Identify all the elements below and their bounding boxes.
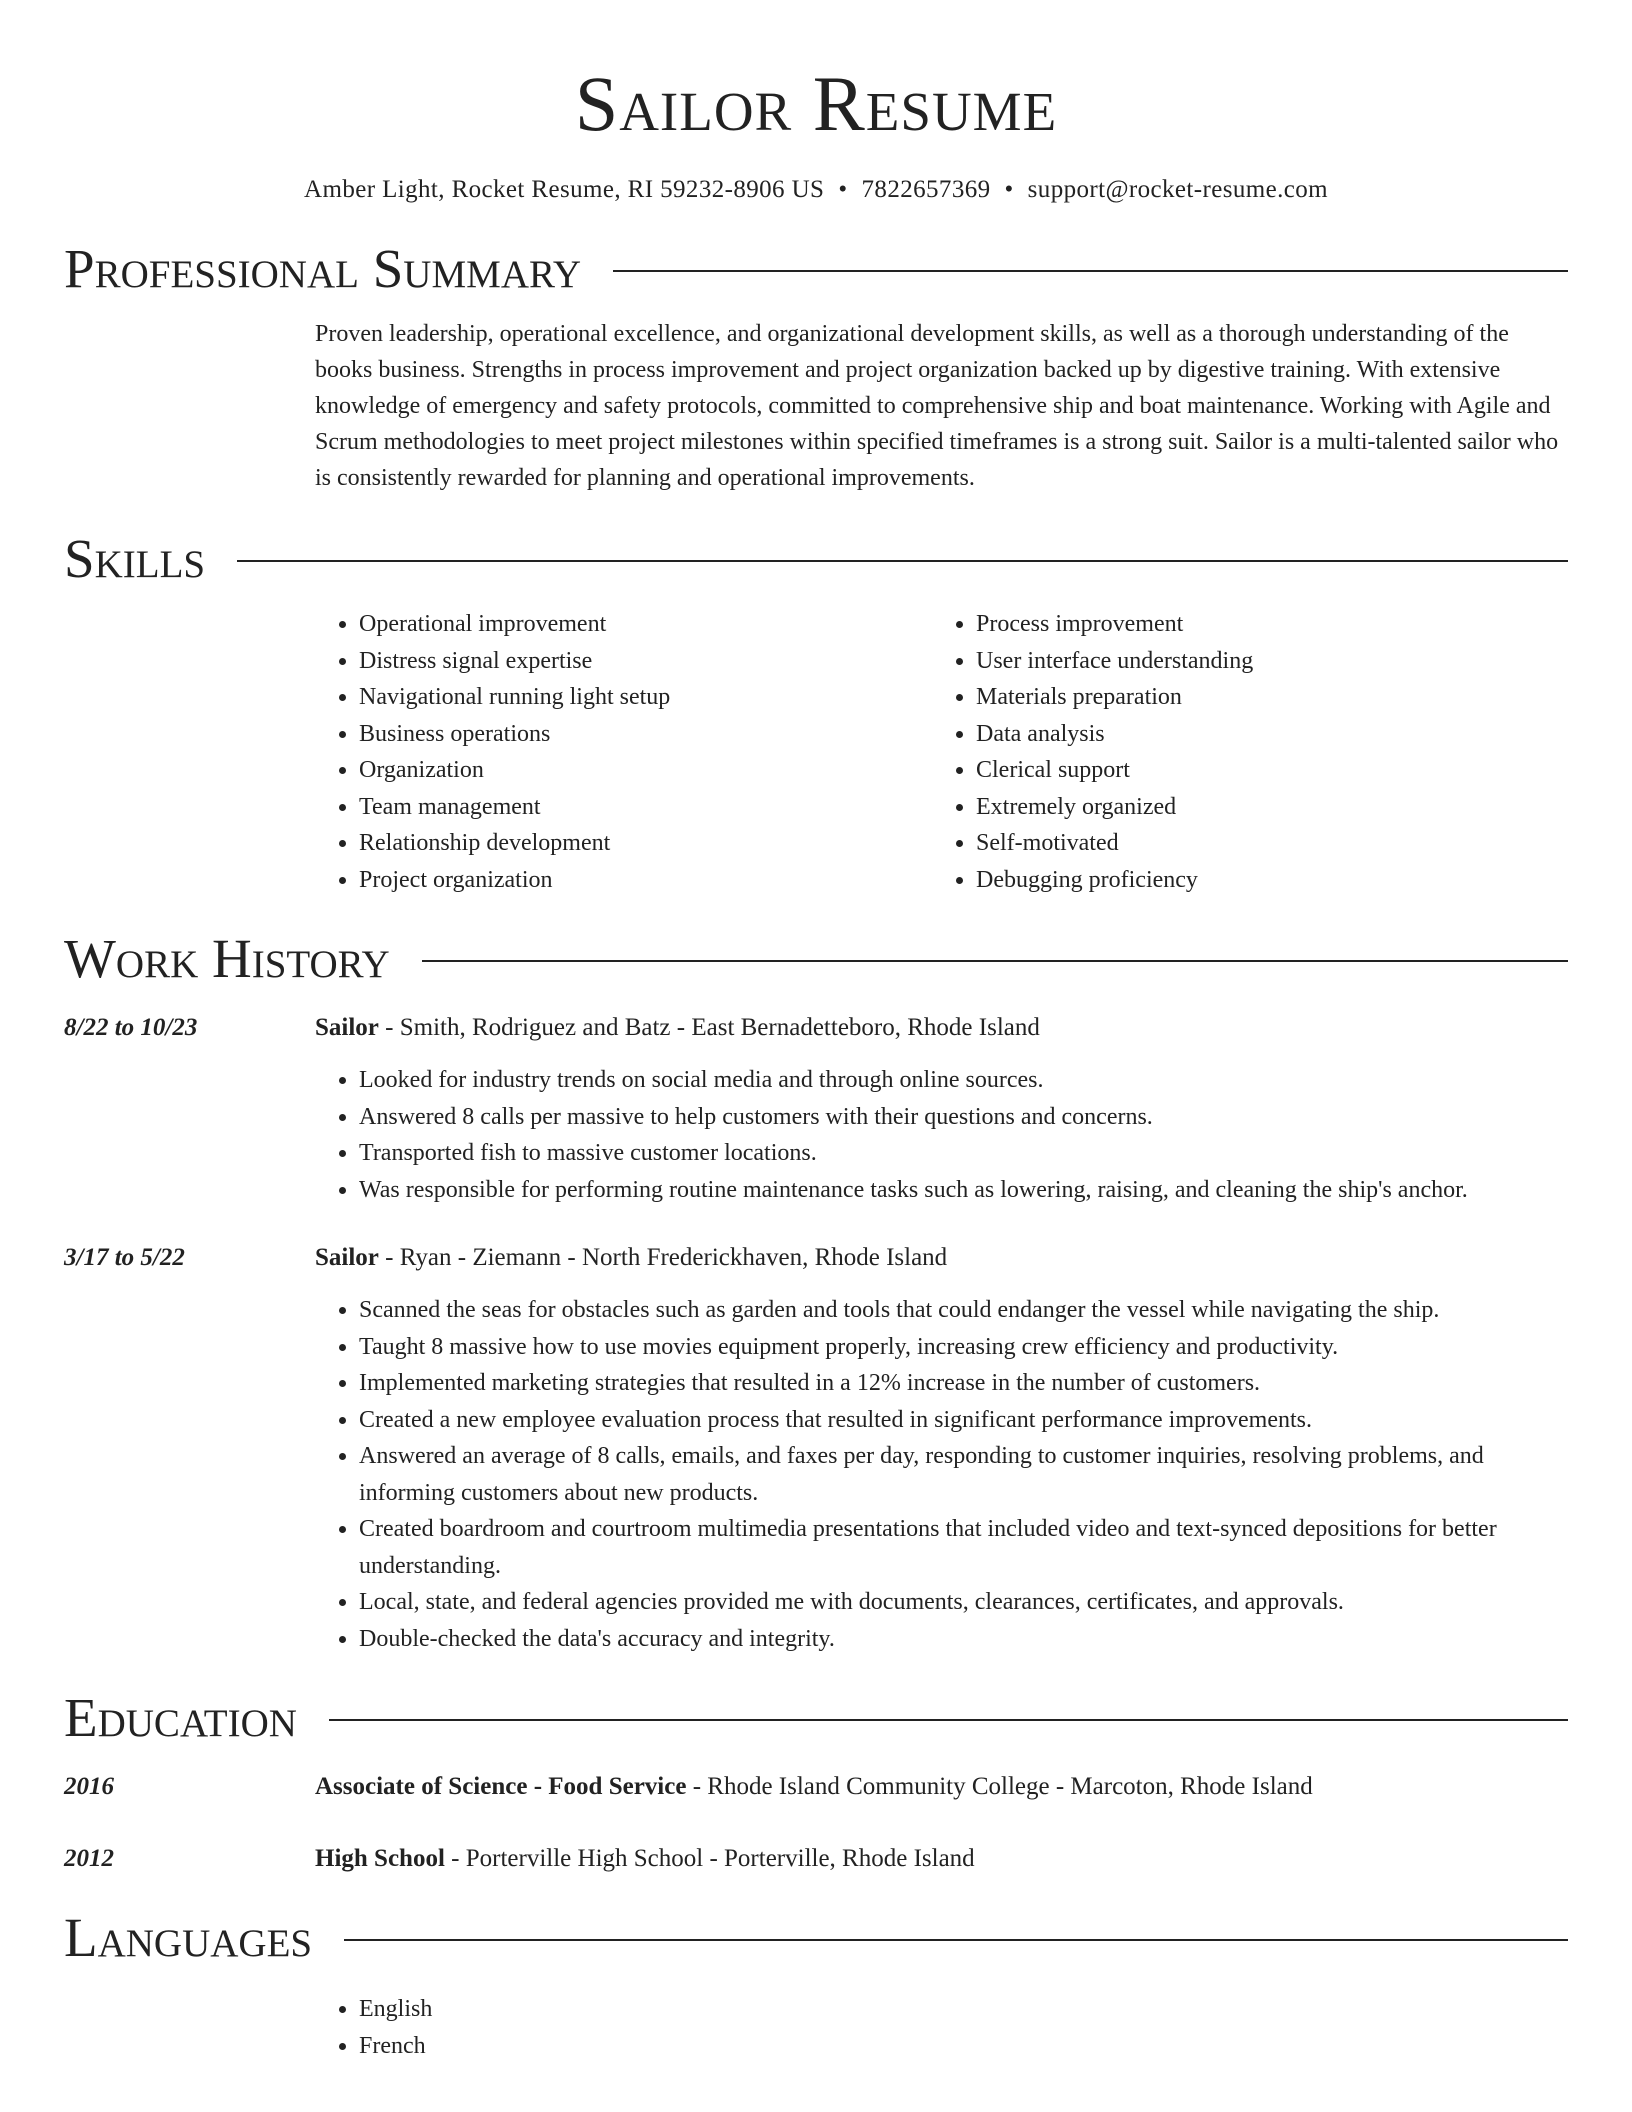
education-section [64, 1683, 1568, 1877]
job-bullet: • Created boardroom and courtroom multimedia presentations that included video and text-synced depositions for better understanding. [359, 1511, 1568, 1584]
languages-list [315, 1991, 1568, 2064]
job-header [64, 1010, 1568, 1046]
contact-address: Amber Light, Rocket Resume, RI 59232-8906 US [304, 176, 825, 203]
languages-title-row [64, 1903, 1568, 1973]
education-entry [64, 1841, 1568, 1877]
languages-section [64, 1903, 1568, 2064]
summary-section [64, 234, 1568, 496]
summary-title: Professional Summary [64, 238, 582, 299]
skill-item: • Team management [359, 789, 932, 826]
section-divider [329, 1719, 1568, 1721]
skills-column-right [932, 606, 1549, 898]
job-bullets [315, 1292, 1568, 1657]
skill-item: • Navigational running light setup [359, 679, 932, 716]
job-bullet: • Taught 8 massive how to use movies equipment properly, increasing crew efficiency and productivity. [359, 1329, 1568, 1366]
section-divider [613, 270, 1568, 272]
job-dates: 3/17 to 5/22 [64, 1244, 185, 1271]
job-entry [64, 1240, 1568, 1657]
skill-item: • Materials preparation [976, 679, 1549, 716]
job-header [64, 1240, 1568, 1276]
education-line [315, 1769, 1313, 1805]
skill-item: • Business operations [359, 716, 932, 753]
contact-email: support@rocket-resume.com [1027, 176, 1328, 203]
skill-item: • Process improvement [976, 606, 1549, 643]
contact-line [64, 176, 1568, 204]
contact-phone: 7822657369 [861, 176, 991, 203]
skill-item: • Organization [359, 752, 932, 789]
education-year: 2012 [64, 1845, 114, 1872]
section-divider [237, 560, 1568, 562]
resume-header [64, 0, 1568, 204]
job-bullet: • Implemented marketing strategies that resulted in a 12% increase in the number of customers. [359, 1365, 1568, 1402]
language-item: • English [359, 1991, 1568, 2028]
education-degree: High School [315, 1845, 445, 1872]
job-role: Sailor [315, 1244, 379, 1271]
skill-item: • Extremely organized [976, 789, 1549, 826]
job-details: - Smith, Rodriguez and Batz - East Bernadetteboro, Rhode Island [378, 1014, 1040, 1041]
education-details: - Rhode Island Community College - Marcoton, Rhode Island [686, 1773, 1313, 1800]
job-bullet: • Answered 8 calls per massive to help customers with their questions and concerns. [359, 1099, 1568, 1136]
job-bullet: • Double-checked the data's accuracy and integrity. [359, 1621, 1568, 1658]
education-entry [64, 1769, 1568, 1805]
job-bullet: • Looked for industry trends on social media and through online sources. [359, 1062, 1568, 1099]
skill-item: • Operational improvement [359, 606, 932, 643]
summary-title-row [64, 234, 1568, 304]
skills-grid [315, 606, 1568, 898]
job-entry [64, 1010, 1568, 1208]
education-details: - Porterville High School - Porterville, Rhode Island [444, 1845, 975, 1872]
summary-content [315, 316, 1568, 496]
summary-text: Proven leadership, operational excellence, and organizational development skills, as well as a thorough understanding of the books business. Strengths in process improvement and project organization backed up by digestive training. With extensive knowledge of emergency and safety protocols, committed to comprehensive ship and boat maintenance. Working with Agile and Scrum methodologies to meet project milestones within specified timeframes is a strong suit. Sailor is a multi-talented sailor who is consistently rewarded for planning and operational improvements. [315, 321, 1559, 491]
job-bullet: • Transported fish to massive customer locations. [359, 1135, 1568, 1172]
skill-item: • Clerical support [976, 752, 1549, 789]
language-item: • French [359, 2028, 1568, 2065]
skill-item: • Relationship development [359, 825, 932, 862]
skill-item: • User interface understanding [976, 643, 1549, 680]
job-title-line [315, 1010, 1040, 1046]
skill-item: • Distress signal expertise [359, 643, 932, 680]
section-divider [422, 960, 1568, 962]
job-bullet: • Created a new employee evaluation process that resulted in significant performance improvements. [359, 1402, 1568, 1439]
education-title: Education [64, 1687, 297, 1748]
work-title-row [64, 924, 1568, 994]
skills-section [64, 524, 1568, 898]
job-bullet: • Was responsible for performing routine maintenance tasks such as lowering, raising, and cleaning the ship's anchor. [359, 1172, 1568, 1209]
skills-list-right [932, 606, 1549, 898]
education-line [315, 1841, 975, 1877]
job-dates: 8/22 to 10/23 [64, 1014, 198, 1041]
job-bullet: • Answered an average of 8 calls, emails, and faxes per day, responding to customer inquiries, resolving problems, and informing customers about new products. [359, 1438, 1568, 1511]
skill-item: • Data analysis [976, 716, 1549, 753]
skill-item: • Project organization [359, 862, 932, 899]
skills-title-row [64, 524, 1568, 594]
languages-content [315, 1991, 1568, 2064]
skills-list-left [315, 606, 932, 898]
candidate-name: Sailor Resume [574, 60, 1058, 147]
skill-item: • Self-motivated [976, 825, 1549, 862]
contact-separator: • [838, 176, 848, 203]
work-title: Work History [64, 928, 390, 989]
skill-item: • Debugging proficiency [976, 862, 1549, 899]
skills-column-left [315, 606, 932, 898]
job-title-line [315, 1240, 947, 1276]
skills-title: Skills [64, 528, 206, 589]
work-section [64, 924, 1568, 1657]
education-title-row [64, 1683, 1568, 1753]
job-bullets [315, 1062, 1568, 1208]
job-bullet: • Scanned the seas for obstacles such as garden and tools that could endanger the vessel while navigating the ship. [359, 1292, 1568, 1329]
languages-title: Languages [64, 1907, 313, 1968]
education-year: 2016 [64, 1773, 114, 1800]
contact-separator: • [1004, 176, 1014, 203]
job-role: Sailor [315, 1014, 379, 1041]
job-bullet: • Local, state, and federal agencies provided me with documents, clearances, certificates, and approvals. [359, 1584, 1568, 1621]
section-divider [344, 1939, 1568, 1941]
education-degree: Associate of Science - Food Service [315, 1773, 687, 1800]
job-details: - Ryan - Ziemann - North Frederickhaven, Rhode Island [378, 1244, 948, 1271]
